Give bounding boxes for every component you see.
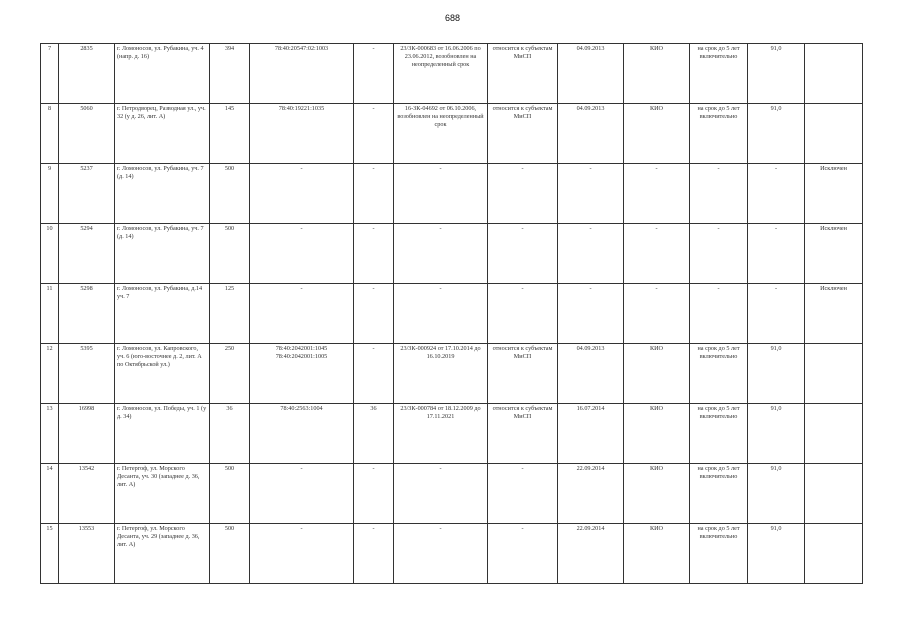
contract-cell: - [394, 464, 488, 524]
cadastral-number-cell: - [250, 524, 354, 584]
address-cell: г. Петергоф, ул. Морского Десанта, уч. 29 (западнее д. 36, лит. А) [115, 524, 210, 584]
contract-cell: - [394, 164, 488, 224]
row-number-cell: 13 [41, 404, 59, 464]
decision-date-cell: - [558, 284, 624, 344]
smsp-status-cell: - [488, 464, 558, 524]
cadastral-number-cell: - [250, 464, 354, 524]
decision-date-cell: 04.09.2013 [558, 344, 624, 404]
row-number-cell: 15 [41, 524, 59, 584]
term-cell: на срок до 5 лет включительно [690, 524, 748, 584]
page-number: 688 [444, 13, 461, 23]
building-area-cell: - [354, 224, 394, 284]
table-row [41, 164, 863, 224]
table-row [41, 344, 863, 404]
row-number-cell: 7 [41, 44, 59, 104]
smsp-status-cell: - [488, 524, 558, 584]
term-cell: на срок до 5 лет включительно [690, 464, 748, 524]
cadastral-number-cell: 78:40:2563:1004 [250, 404, 354, 464]
code-cell: 91,0 [748, 404, 805, 464]
decision-date-cell: 22.09.2014 [558, 464, 624, 524]
area-cell: 500 [210, 164, 250, 224]
term-cell: - [690, 284, 748, 344]
table-row [41, 224, 863, 284]
object-id-cell: 2835 [59, 44, 115, 104]
term-cell: на срок до 5 лет включительно [690, 104, 748, 164]
cadastral-number-cell: - [250, 284, 354, 344]
authority-cell: КИО [624, 44, 690, 104]
decision-date-cell: 04.09.2013 [558, 44, 624, 104]
address-cell: г. Ломоносов, ул. Рубакина, д.14 уч. 7 [115, 284, 210, 344]
code-cell: 91,0 [748, 464, 805, 524]
authority-cell: - [624, 164, 690, 224]
building-area-cell: - [354, 344, 394, 404]
building-area-cell: - [354, 104, 394, 164]
row-number-cell: 10 [41, 224, 59, 284]
register-table [40, 43, 863, 584]
building-area-cell: - [354, 524, 394, 584]
decision-date-cell: 04.09.2013 [558, 104, 624, 164]
row-number-cell: 11 [41, 284, 59, 344]
decision-date-cell: 22.09.2014 [558, 524, 624, 584]
table-row [41, 464, 863, 524]
contract-cell: - [394, 524, 488, 584]
contract-cell: - [394, 224, 488, 284]
building-area-cell: - [354, 284, 394, 344]
cadastral-number-cell: 78:40:20547:02:1003 [250, 44, 354, 104]
authority-cell: - [624, 284, 690, 344]
term-cell: - [690, 224, 748, 284]
object-id-cell: 5237 [59, 164, 115, 224]
area-cell: 145 [210, 104, 250, 164]
object-id-cell: 13553 [59, 524, 115, 584]
address-cell: г. Петродворец, Разводная ул., уч. 32 (у д. 26, лит. А) [115, 104, 210, 164]
building-area-cell: - [354, 464, 394, 524]
address-cell: г. Петергоф, ул. Морского Десанта, уч. 30 (западнее д. 36, лит. А) [115, 464, 210, 524]
smsp-status-cell: - [488, 284, 558, 344]
authority-cell: КИО [624, 524, 690, 584]
authority-cell: - [624, 224, 690, 284]
contract-cell: - [394, 284, 488, 344]
address-cell: г. Ломоносов, ул. Капровского, уч. 6 (юго-восточнее д. 2, лит. А по Октябрьской ул.) [115, 344, 210, 404]
building-area-cell: - [354, 44, 394, 104]
decision-date-cell: 16.07.2014 [558, 404, 624, 464]
note-cell: Исключен [805, 224, 863, 284]
code-cell: 91,0 [748, 524, 805, 584]
note-cell [805, 344, 863, 404]
object-id-cell: 5298 [59, 284, 115, 344]
address-cell: г. Ломоносов, ул. Рубакина, уч. 7 (д. 14) [115, 164, 210, 224]
contract-cell: 23/ЗК-000784 от 18.12.2009 до 17.11.2021 [394, 404, 488, 464]
smsp-status-cell: - [488, 224, 558, 284]
decision-date-cell: - [558, 224, 624, 284]
smsp-status-cell: относится к субъектам МиСП [488, 104, 558, 164]
building-area-cell: - [354, 164, 394, 224]
table-row [41, 404, 863, 464]
area-cell: 125 [210, 284, 250, 344]
authority-cell: КИО [624, 404, 690, 464]
area-cell: 394 [210, 44, 250, 104]
table-row [41, 44, 863, 104]
code-cell: 91,0 [748, 344, 805, 404]
authority-cell: КИО [624, 104, 690, 164]
contract-cell: 23/ЗК-000683 от 16.06.2006 по 23.06.2012, возобновлен на неопределенный срок [394, 44, 488, 104]
note-cell [805, 44, 863, 104]
note-cell [805, 464, 863, 524]
area-cell: 500 [210, 464, 250, 524]
address-cell: г. Ломоносов, ул. Рубакина, уч. 4 (напр. д. 16) [115, 44, 210, 104]
code-cell: - [748, 224, 805, 284]
contract-cell: 23/ЗК-000924 от 17.10.2014 до 16.10.2019 [394, 344, 488, 404]
cadastral-number-cell: 78:40:19221:1035 [250, 104, 354, 164]
object-id-cell: 5395 [59, 344, 115, 404]
row-number-cell: 12 [41, 344, 59, 404]
note-cell [805, 524, 863, 584]
code-cell: - [748, 164, 805, 224]
code-cell: 91,0 [748, 104, 805, 164]
cadastral-number-cell: 78:40:2042001:1045 78:40:2042001:1005 [250, 344, 354, 404]
note-cell: Исключен [805, 284, 863, 344]
object-id-cell: 13542 [59, 464, 115, 524]
area-cell: 36 [210, 404, 250, 464]
table-row [41, 524, 863, 584]
authority-cell: КИО [624, 344, 690, 404]
code-cell: - [748, 284, 805, 344]
table-row [41, 104, 863, 164]
object-id-cell: 5060 [59, 104, 115, 164]
note-cell: Исключен [805, 164, 863, 224]
smsp-status-cell: относится к субъектам МиСП [488, 44, 558, 104]
term-cell: на срок до 5 лет включительно [690, 404, 748, 464]
smsp-status-cell: относится к субъектам МиСП [488, 404, 558, 464]
smsp-status-cell: относится к субъектам МиСП [488, 344, 558, 404]
term-cell: - [690, 164, 748, 224]
note-cell [805, 104, 863, 164]
code-cell: 91,0 [748, 44, 805, 104]
term-cell: на срок до 5 лет включительно [690, 44, 748, 104]
cadastral-number-cell: - [250, 164, 354, 224]
object-id-cell: 5294 [59, 224, 115, 284]
address-cell: г. Ломоносов, ул. Победы, уч. 1 (у д. 34) [115, 404, 210, 464]
contract-cell: 16-ЗК-04692 от 06.10.2006, возобновлен на неопределенный срок [394, 104, 488, 164]
address-cell: г. Ломоносов, ул. Рубакина, уч. 7 (д. 14) [115, 224, 210, 284]
object-id-cell: 16998 [59, 404, 115, 464]
row-number-cell: 14 [41, 464, 59, 524]
term-cell: на срок до 5 лет включительно [690, 344, 748, 404]
authority-cell: КИО [624, 464, 690, 524]
decision-date-cell: - [558, 164, 624, 224]
building-area-cell: 36 [354, 404, 394, 464]
smsp-status-cell: - [488, 164, 558, 224]
area-cell: 250 [210, 344, 250, 404]
note-cell [805, 404, 863, 464]
row-number-cell: 9 [41, 164, 59, 224]
cadastral-number-cell: - [250, 224, 354, 284]
area-cell: 500 [210, 224, 250, 284]
row-number-cell: 8 [41, 104, 59, 164]
table-row [41, 284, 863, 344]
area-cell: 500 [210, 524, 250, 584]
